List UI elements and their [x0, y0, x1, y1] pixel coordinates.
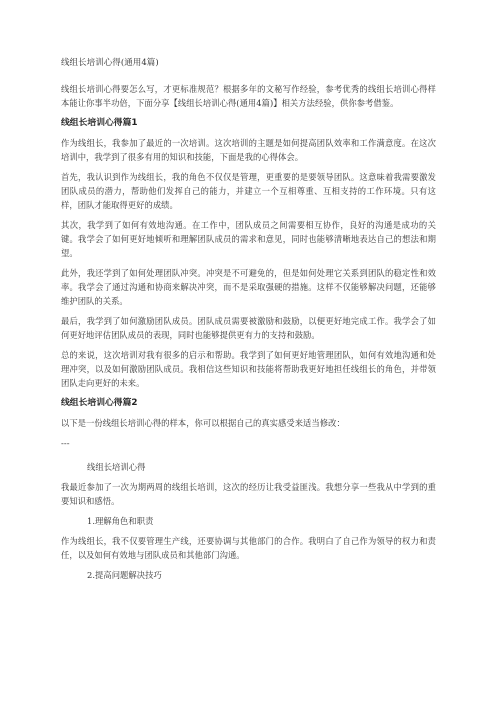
paragraph: 作为线组长，我不仅要管理生产线，还要协调与其他部门的合作。我明白了自己作为领导的权力和责任，以及如何有效地与团队成员和其他部门沟通。 [61, 536, 436, 560]
separator-text: --- [61, 438, 70, 448]
document-title: 线组长培训心得(通用4篇) [61, 58, 159, 68]
list-item: 2.提高问题解决技巧 [87, 570, 162, 580]
paragraph: 以下是一份线组长培训心得的样本，你可以根据自己的真实感受来适当修改： [61, 418, 345, 428]
paragraph: 此外，我还学到了如何处理团队冲突。冲突是不可避免的，但是如何处理它关系到团队的稳定性和效率。我学会了通过沟通和协商来解决冲突，而不是采取强硬的措施。这样不仅能够解决问题，还能够维护团队的关系。 [61, 268, 436, 306]
intro-paragraph: 线组长培训心得要怎么写，才更标准规范？根据多年的文秘写作经验，参考优秀的线组长培训心得样本能让你事半功倍，下面分享【线组长培训心得(通用4篇)】相关方法经验，供你参考借鉴。 [61, 84, 436, 108]
sub-title: 线组长培训心得 [87, 462, 146, 472]
paragraph: 我最近参加了一次为期两周的线组长培训，这次的经历让我受益匪浅。我想分享一些我从中学到的重要知识和感悟。 [61, 482, 436, 506]
paragraph: 总的来说，这次培训对我有很多的启示和帮助。我学到了如何更好地管理团队，如何有效地沟通和处理冲突，以及如何激励团队成员。我相信这些知识和技能将帮助我更好地担任线组长的角色，并带领团队走向更好的未来。 [61, 350, 436, 388]
section-heading-1: 线组长培训心得篇1 [61, 118, 138, 128]
paragraph: 首先，我认识到作为线组长，我的角色不仅仅是管理，更重要的是要领导团队。这意味着我需要激发团队成员的潜力，帮助他们发挥自己的能力，并建立一个互相尊重、互相支持的工作环境。只有这样，团队才能取得更好的成绩。 [61, 172, 436, 210]
document-page [61, 56, 436, 588]
paragraph: 作为线组长，我参加了最近的一次培训。这次培训的主题是如何提高团队效率和工作满意度。在这次培训中，我学到了很多有用的知识和技能，下面是我的心得体会。 [61, 138, 436, 162]
paragraph: 最后，我学到了如何激励团队成员。团队成员需要被激励和鼓励，以便更好地完成工作。我学会了如何更好地评估团队成员的表现，同时也能够提供更有力的支持和鼓励。 [61, 316, 436, 340]
paragraph: 其次，我学到了如何有效地沟通。在工作中，团队成员之间需要相互协作，良好的沟通是成功的关键。我学会了如何更好地倾听和理解团队成员的需求和意见，同时也能够清晰地表达自己的想法和期望。 [61, 220, 436, 258]
list-item: 1.理解角色和职责 [87, 516, 154, 526]
section-heading-2: 线组长培训心得篇2 [61, 398, 138, 408]
